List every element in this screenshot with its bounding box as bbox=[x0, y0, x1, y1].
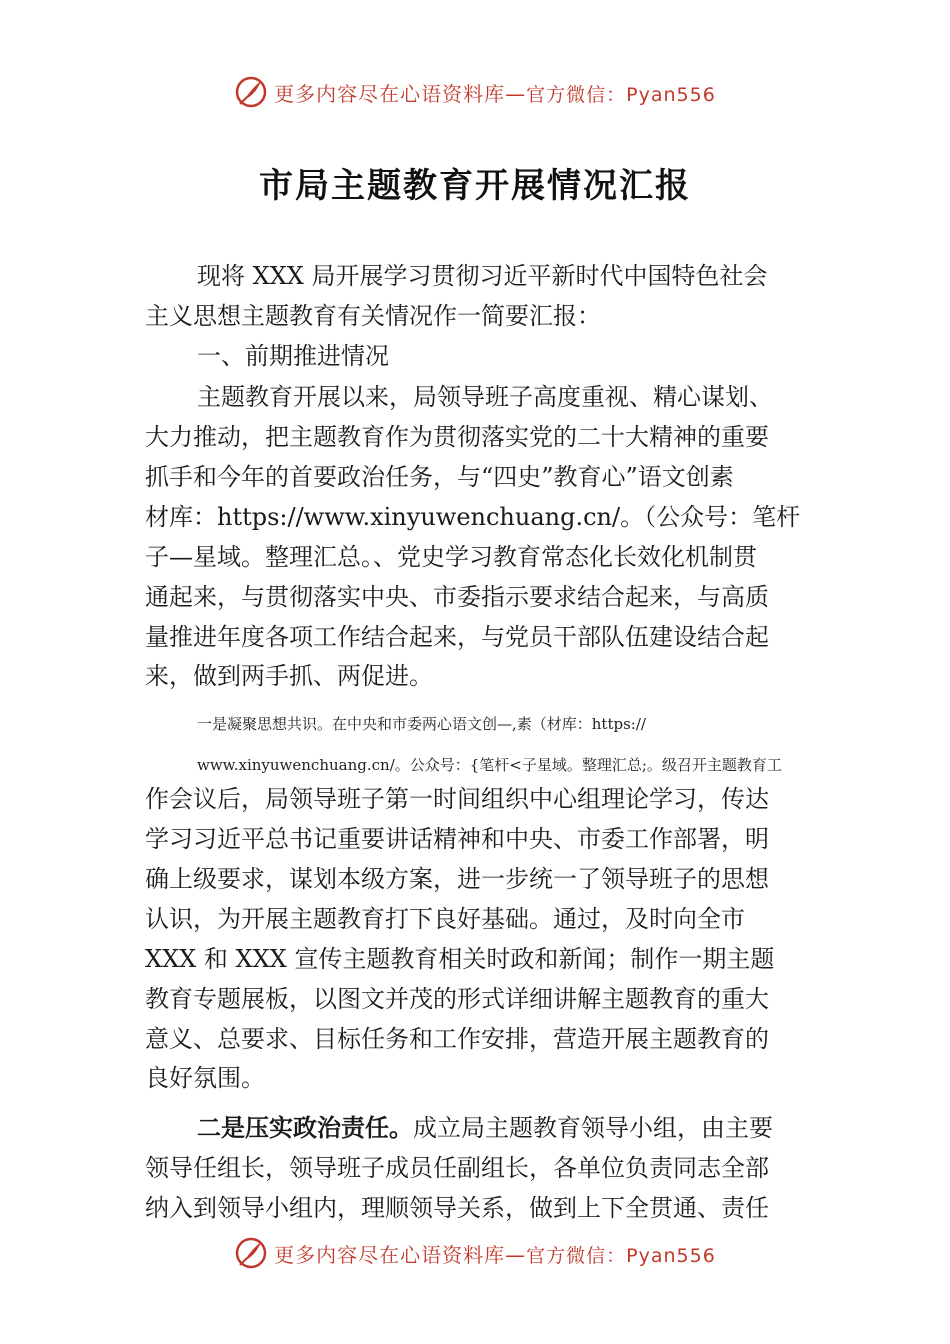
body-line: 抓手和今年的首要政治任务，与“四史”教育心”语文创素 bbox=[145, 463, 734, 491]
body-line: 教育专题展板，以图文并茂的形式详细讲解主题教育的重大 bbox=[145, 985, 769, 1013]
banner-text: 更多内容尽在心语资料库—官方微信：Pyan556 bbox=[274, 81, 716, 106]
body-line: 来，做到两手抓、两促进。 bbox=[145, 662, 433, 690]
body-line bbox=[197, 1108, 773, 1148]
body-line: 现将 XXX 局开展学习贯彻习近平新时代中国特色社会 bbox=[197, 262, 768, 290]
body-line: 纳入到领导小组内，理顺领导关系，做到上下全贯通、责任 bbox=[145, 1194, 769, 1222]
body-line: 子—星域。整理汇总。、党史学习教育常态化长效化机制贯 bbox=[145, 543, 757, 571]
body-line: 领导任组长，领导班子成员任副组长，各单位负责同志全部 bbox=[145, 1154, 769, 1182]
banner-text: 更多内容尽在心语资料库—官方微信：Pyan556 bbox=[274, 1242, 716, 1267]
footer-banner bbox=[0, 1233, 950, 1273]
small-line: www.xinyuwenchuang.cn/。公众号：{笔杆<子星域。整理汇总;。级召开主题教育工 bbox=[197, 756, 782, 774]
paragraph-text: 成立局主题教育领导小组，由主要 bbox=[413, 1114, 773, 1142]
body-line: 量推进年度各项工作结合起来，与党员干部队伍建设结合起 bbox=[145, 623, 769, 651]
body-line: 大力推动，把主题教育作为贯彻落实党的二十大精神的重要 bbox=[145, 423, 769, 451]
body-line: 通起来，与贯彻落实中央、市委指示要求结合起来，与高质 bbox=[145, 583, 769, 611]
paragraph-lead: 二是压实政治责任。 bbox=[197, 1114, 413, 1142]
small-line: 一是凝聚思想共识。在中央和市委两心语文创—,素（材库：https:// bbox=[197, 715, 646, 733]
body-line: 认识，为开展主题教育打下良好基础。通过，及时向全市 bbox=[145, 905, 745, 933]
header-banner bbox=[0, 72, 950, 112]
section-heading: 一、前期推进情况 bbox=[197, 342, 389, 370]
feather-quill-icon bbox=[234, 1236, 268, 1270]
feather-quill-icon bbox=[234, 75, 268, 109]
body-line: 意义、总要求、目标任务和工作安排，营造开展主题教育的 bbox=[145, 1025, 769, 1053]
body-line: XXX 和 XXX 宣传主题教育相关时政和新闻；制作一期主题 bbox=[145, 945, 775, 973]
body-line: 良好氛围。 bbox=[145, 1064, 265, 1092]
body-line: 材库：https://www.xinyuwenchuang.cn/。（公众号：笔杆 bbox=[145, 503, 801, 531]
document-title: 市局主题教育开展情况汇报 bbox=[259, 166, 691, 206]
body-line: 主题教育开展以来，局领导班子高度重视、精心谋划、 bbox=[197, 383, 773, 411]
body-line: 主义思想主题教育有关情况作一简要汇报： bbox=[145, 302, 601, 330]
body-line: 确上级要求，谋划本级方案，进一步统一了领导班子的思想 bbox=[145, 865, 769, 893]
body-line: 学习习近平总书记重要讲话精神和中央、市委工作部署，明 bbox=[145, 825, 769, 853]
body-line: 作会议后，局领导班子第一时间组织中心组理论学习，传达 bbox=[145, 785, 769, 813]
